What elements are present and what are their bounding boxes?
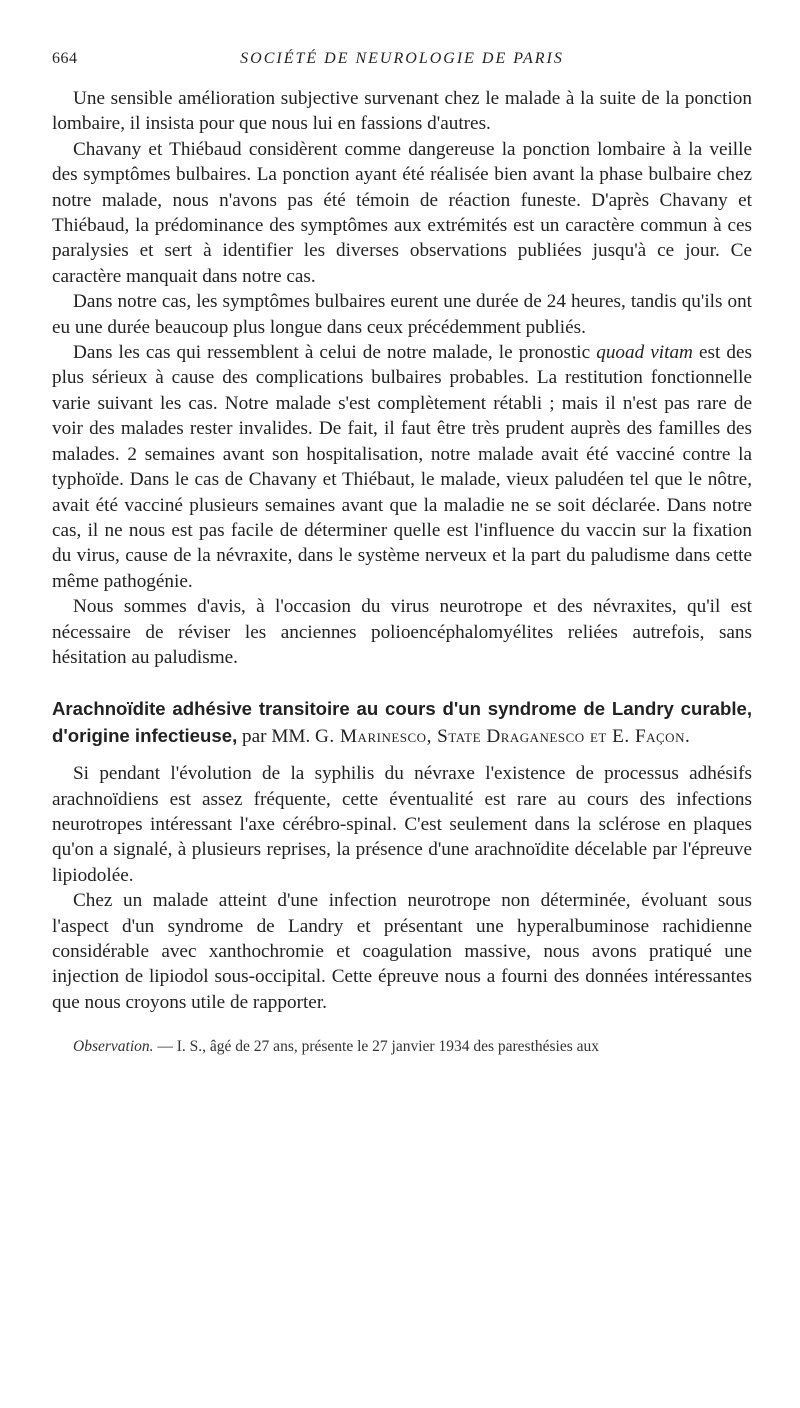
paragraph-2: Chavany et Thiébaud considèrent comme dangereuse la ponction lombaire à la veille des symptômes bulbaires. La ponction ayant été réalisée bien avant la phase bulbaire chez notre malade, nous n'avons pas été témoin de réaction funeste. D'après Chavany et Thiébaud, la prédominance des symptômes aux extrémités est un caractère commun à ces paralysies et sert à identifier les diverses observations publiées jusqu'à ce jour. Ce caractère manquait dans notre cas. <box>52 138 752 287</box>
observation-label: Observation. <box>73 1038 154 1056</box>
page-number: 664 <box>52 50 78 67</box>
section-heading <box>52 696 752 749</box>
paragraph-5: Nous sommes d'avis, à l'occasion du virus neurotrope et des névraxites, qu'il est nécessaire de réviser les anciennes polioencéphalomyélites reliées autrefois, sans hésitation au paludisme. <box>52 596 752 668</box>
page <box>52 50 752 1057</box>
section-title: Arachnoïdite adhésive transitoire au cours d'un syndrome de Landry curable, d'origine infectieuse, <box>52 698 752 746</box>
paragraph-4-end: est des plus sérieux à cause des complications bulbaires probables. La restitution fonctionnelle varie suivant les cas. Notre malade s'est complètement rétabli ; mais il n'est pas rare de voir des malades rester invalides. De fait, il faut être très prudent auprès des familles des malades. 2 semaines avant son hospitalisation, notre malade avait été vacciné contre la typhoïde. Dans le cas de Chavany et Thiébaut, le malade, vieux paludéen tel que le nôtre, avait été vacciné plusieurs semaines avant que la maladie ne se soit déclarée. Dans notre cas, il ne nous est pas facile de déterminer quelle est l'influence du vaccin sur la fixation du virus, cause de la névraxite, dans le système nerveux et la part du paludisme dans cette même pathogénie. <box>52 342 752 592</box>
paragraph-4-start: Dans les cas qui ressemblent à celui de notre malade, le pronostic <box>73 342 597 364</box>
section-paragraph-2: Chez un malade atteint d'une infection neurotrope non déterminée, évoluant sous l'aspect d'un syndrome de Landry et présentant une hyperalbuminose rachidienne considérable avec xanthochromie et coagulation massive, nous avons pratiqué une injection de lipiodol sous-occipital. Cette épreuve nous a fourni des données intéressantes que nous croyons utile de rapporter. <box>52 890 752 1013</box>
journal-title: SOCIÉTÉ DE NEUROLOGIE DE PARIS <box>240 50 564 67</box>
observation-text: — I. S., âgé de 27 ans, présente le 27 janvier 1934 des paresthésies aux <box>153 1038 600 1056</box>
latin-phrase: quoad vitam <box>596 342 693 364</box>
section-authors: G. Marinesco, State Draganesco et E. Façon. <box>315 725 691 747</box>
section-par: par MM. <box>237 725 316 747</box>
paragraph-4 <box>52 340 752 594</box>
running-head <box>52 50 752 76</box>
paragraph-1: Une sensible amélioration subjective survenant chez le malade à la suite de la ponction lombaire, il insista pour que nous lui en fassions d'autres. <box>52 88 752 135</box>
observation-line <box>52 1037 752 1057</box>
section-paragraph-1: Si pendant l'évolution de la syphilis du névraxe l'existence de processus adhésifs arachnoïdiens est assez fréquente, cette éventualité est rare au cours des infections neurotropes intéressant l'axe cérébro-spinal. C'est seulement dans la sclérose en plaques qu'on a signalé, à plusieurs reprises, la présence d'une arachnoïdite décelable par l'épreuve lipiodolée. <box>52 763 752 886</box>
paragraph-3: Dans notre cas, les symptômes bulbaires eurent une durée de 24 heures, tandis qu'ils ont eu une durée beaucoup plus longue dans ceux précédemment publiés. <box>52 291 752 338</box>
